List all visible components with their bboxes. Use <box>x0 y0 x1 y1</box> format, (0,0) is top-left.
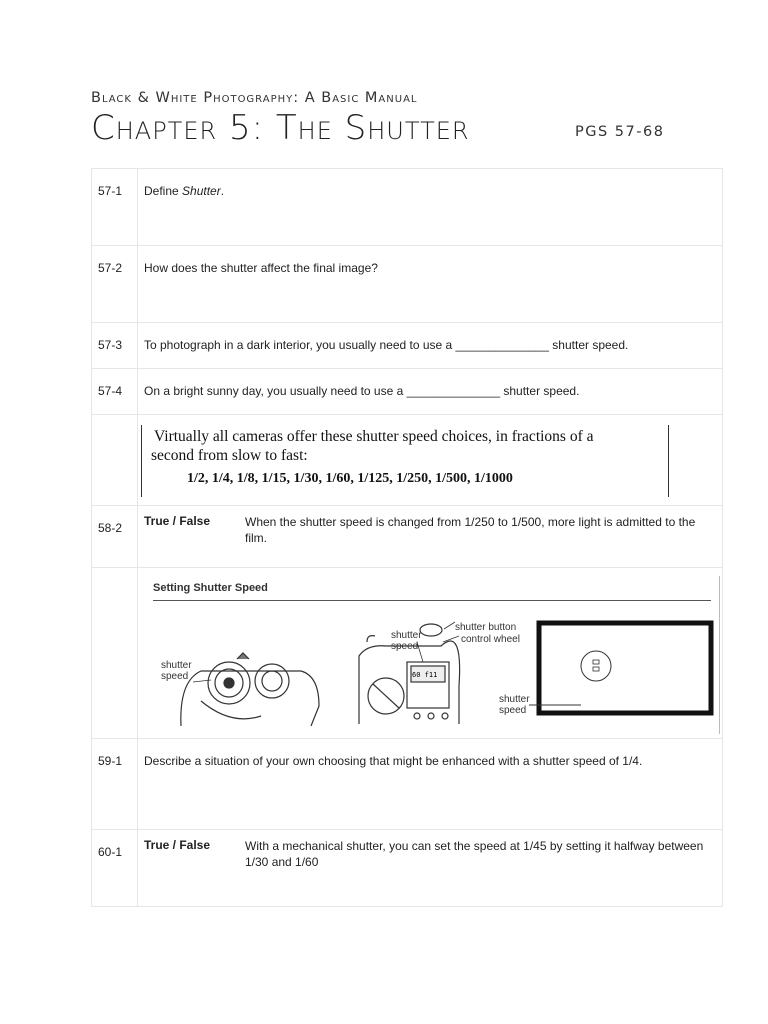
shutter-speed-excerpt <box>141 425 669 497</box>
question-number: 57-4 <box>92 369 138 415</box>
true-false-item <box>144 838 714 870</box>
chapter-title: Chapter 5: The Shutter <box>91 108 470 148</box>
question-row-57-4 <box>92 369 723 415</box>
question-text <box>138 169 723 246</box>
chapter-row <box>91 108 731 152</box>
question-row-60-1 <box>92 830 723 907</box>
question-text <box>138 830 723 907</box>
question-number: 60-1 <box>92 830 138 907</box>
question-row-57-3 <box>92 323 723 369</box>
question-text-suffix: . <box>220 184 225 198</box>
statement-text: With a mechanical shutter, you can set the speed at 1/45 by setting it halfway between 1/30 and 1/60 <box>245 839 704 869</box>
shutter-speed-label-right: shutter speed <box>499 694 530 716</box>
question-number: 57-1 <box>92 169 138 246</box>
question-row-57-1 <box>92 169 723 246</box>
question-number: 58-2 <box>92 506 138 568</box>
setting-shutter-speed-figure <box>141 576 720 734</box>
page-header <box>91 90 731 152</box>
question-row-57-2 <box>92 246 723 323</box>
shutter-speed-label-middle: shutter speed <box>391 630 422 652</box>
figure-title: Setting Shutter Speed <box>153 582 268 594</box>
figure-cell <box>138 568 723 739</box>
question-row-58-2 <box>92 506 723 568</box>
question-row-59-1 <box>92 739 723 830</box>
question-text: Describe a situation of your own choosing that might be enhanced with a shutter speed of 1/4. <box>138 739 723 830</box>
true-false-label: True / False <box>144 514 211 528</box>
excerpt-speeds: 1/2, 1/4, 1/8, 1/15, 1/30, 1/60, 1/125, 1/250, 1/500, 1/1000 <box>187 471 513 486</box>
viewfinder-readout: 60 f8 <box>587 702 609 710</box>
figure-title-rule <box>153 600 711 601</box>
question-number: 59-1 <box>92 739 138 830</box>
lcd-readout: 60 f11 <box>412 671 438 679</box>
question-number: 57-2 <box>92 246 138 323</box>
excerpt-line-2: second from slow to fast: <box>151 447 308 464</box>
dial-camera-illustration <box>181 653 319 726</box>
true-false-label: True / False <box>144 838 211 852</box>
question-text: How does the shutter affect the final image? <box>138 246 723 323</box>
book-title: Black & White Photography: A Basic Manual <box>91 90 418 106</box>
statement-text: When the shutter speed is changed from 1/250 to 1/500, more light is admitted to the film. <box>245 515 696 545</box>
question-term: Shutter <box>182 184 221 198</box>
figure-cell <box>138 415 723 506</box>
empty-cell <box>92 568 138 739</box>
worksheet-table <box>91 168 723 907</box>
question-text: On a bright sunny day, you usually need to use a ______________ shutter speed. <box>138 369 723 415</box>
page-range: PGS 57-68 <box>575 124 665 140</box>
viewfinder-illustration <box>529 623 711 713</box>
shutter-button-label: shutter button <box>455 622 517 633</box>
question-text <box>138 506 723 568</box>
excerpt-line-1: Virtually all cameras offer these shutter speed choices, in fractions of a <box>154 428 594 445</box>
shutter-speed-label-left: shutter speed <box>161 660 192 682</box>
figure-row-shutter-speeds <box>92 415 723 506</box>
question-text: To photograph in a dark interior, you usually need to use a ______________ shutter speed. <box>138 323 723 369</box>
control-wheel-label: control wheel <box>461 634 520 645</box>
question-text-prefix: Define <box>144 184 183 198</box>
figure-row-setting-shutter-speed <box>92 568 723 739</box>
question-number: 57-3 <box>92 323 138 369</box>
true-false-item <box>144 514 714 546</box>
empty-cell <box>92 415 138 506</box>
